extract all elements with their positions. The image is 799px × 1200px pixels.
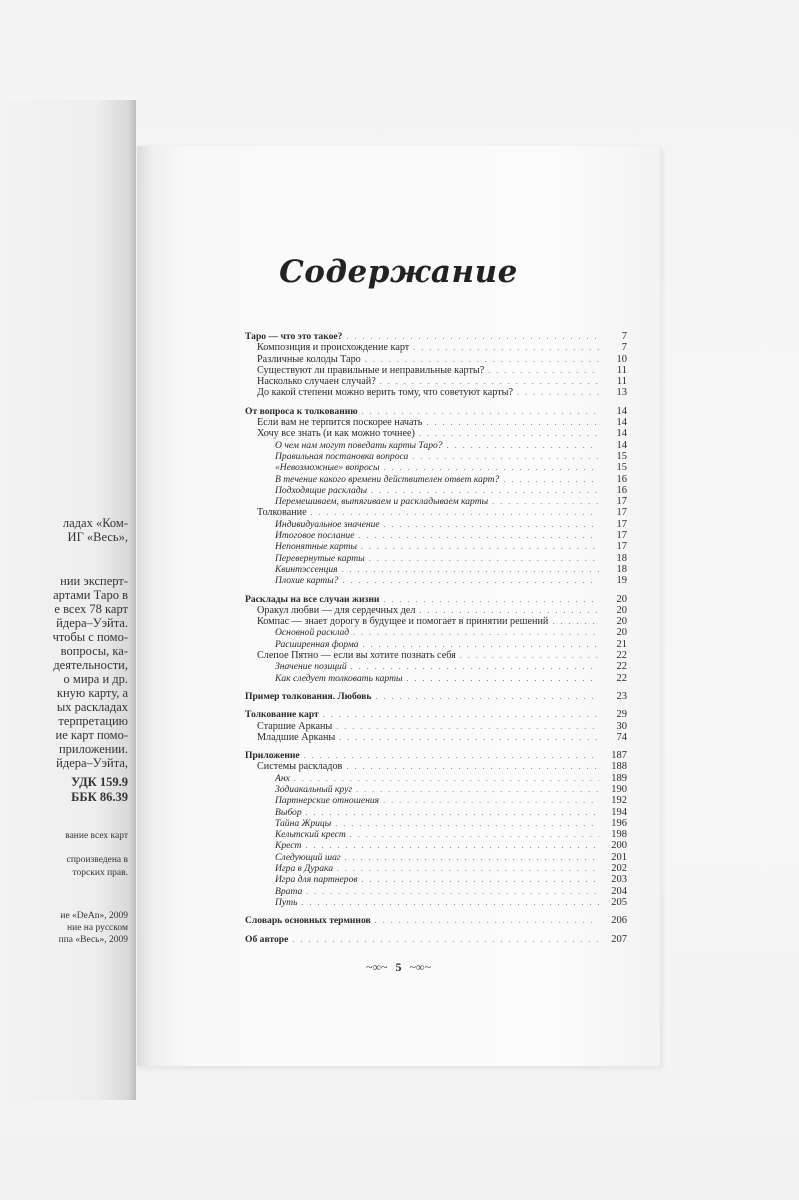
toc-entry-title: Следующий шаг [275, 851, 341, 863]
toc-entry-page: 207 [611, 933, 627, 945]
toc-entry-page: 203 [611, 874, 627, 886]
toc-entry-title: Врата [275, 885, 303, 897]
toc-entry [245, 627, 627, 638]
leader-dots [375, 915, 599, 926]
toc-entry [245, 874, 627, 885]
toc-entry [245, 354, 627, 365]
toc-entry-page: 194 [611, 806, 627, 818]
toc-entry-title: Приложение [245, 750, 300, 762]
toc-entry-title: Насколько случаен случай? [257, 376, 376, 388]
toc-entry [245, 616, 627, 627]
leader-dots [337, 863, 599, 874]
toc-entry [245, 673, 627, 684]
toc-entry-page: 13 [616, 387, 627, 399]
toc-entry-page: 17 [616, 518, 627, 530]
leader-dots [365, 354, 599, 365]
toc-entry [245, 639, 627, 650]
leader-dots [362, 406, 599, 417]
page-title: Содержание [279, 254, 518, 290]
toc-entry [245, 818, 627, 829]
toc-entry [245, 485, 627, 496]
toc-entry-page: 22 [616, 650, 627, 662]
toc-entry-title: Итоговое послание [275, 530, 355, 542]
body-text-line: чтобы с помо- [52, 630, 128, 644]
leader-dots [383, 795, 599, 806]
toc-entry [245, 507, 627, 518]
leader-dots [419, 428, 599, 439]
body-text-line: кную карту, а [56, 686, 128, 700]
toc-entry-title: Перемешиваем, вытягиваем и раскладываем карты [275, 496, 489, 508]
toc-entry-title: Компас — знает дорогу в будущее и помогает в принятии решений [257, 616, 549, 628]
toc-entry-page: 206 [611, 915, 627, 927]
toc-entry [245, 863, 627, 874]
toc-entry-page: 14 [616, 405, 627, 417]
page-number [137, 960, 660, 975]
toc-entry-title: Перевернутые карты [275, 552, 365, 564]
toc-entry-title: Игра в Дурака [275, 863, 334, 875]
toc-entry [245, 709, 627, 720]
body-text-line: ие карт помо- [55, 728, 128, 742]
leader-dots [413, 342, 599, 353]
toc-entry-page: 189 [611, 772, 627, 784]
toc-entry-page: 192 [611, 795, 627, 807]
toc-entry [245, 852, 627, 863]
toc-entry-page: 14 [616, 439, 627, 451]
leader-dots [407, 673, 599, 684]
leader-dots [380, 376, 599, 387]
toc-entry-title: Таро — что это такое? [245, 331, 343, 342]
toc-entry [245, 750, 627, 761]
toc-entry [245, 575, 627, 586]
leader-dots [375, 691, 599, 702]
toc-entry [245, 417, 627, 428]
toc-entry-title: «Невозможные» вопросы [275, 462, 380, 474]
toc-entry [245, 496, 627, 507]
toc-entry [245, 594, 627, 605]
toc-entry-title: Словарь основных терминов [245, 915, 371, 927]
toc-entry [245, 732, 627, 743]
leader-dots [369, 553, 599, 564]
leader-dots [311, 507, 599, 518]
toc-entry-title: Игра для партнеров [275, 874, 358, 886]
leader-dots [301, 897, 599, 908]
toc-entry [245, 605, 627, 616]
toc-entry [245, 376, 627, 387]
right-page [137, 146, 660, 1066]
body-text-line: ых раскладах [56, 700, 128, 714]
toc-entry-page: 201 [611, 851, 627, 863]
leader-dots [353, 627, 599, 638]
toc-entry-title: Тайна Жрицы [275, 817, 332, 829]
toc-entry-title: Партнерские отношения [275, 795, 380, 807]
toc-entry [245, 721, 627, 732]
toc-entry [245, 428, 627, 439]
toc-entry-page: 74 [616, 731, 627, 743]
toc-entry-page: 17 [616, 530, 627, 542]
toc-entry-title: Если вам не терпится поскорее начать [257, 417, 423, 429]
body-text-line: ладах «Ком- [62, 516, 128, 530]
ornament-right-icon: ~∞~ [409, 960, 432, 974]
leader-dots [292, 934, 599, 945]
toc-entry [245, 840, 627, 851]
body-text-line: о мира и др. [63, 672, 128, 686]
toc-entry-page: 20 [616, 616, 627, 628]
leader-dots [488, 365, 599, 376]
leader-dots [384, 462, 600, 473]
leader-dots [361, 541, 599, 552]
toc-entry [245, 331, 627, 342]
note-line: спроизведена в [66, 855, 128, 865]
body-text-line: артами Таро в [53, 588, 128, 602]
ornament-left-icon: ~∞~ [365, 960, 388, 974]
toc-entry-title: В течение какого времени действителен ответ карт? [275, 473, 500, 485]
toc-entry-title: Путь [275, 896, 298, 908]
leader-dots [517, 387, 599, 398]
leader-dots [384, 519, 599, 530]
toc-entry-title: Хочу все знать (и как можно точнее) [257, 428, 415, 440]
toc-entry-title: Выбор [275, 806, 302, 818]
leader-dots [371, 485, 599, 496]
toc-entry [245, 773, 627, 784]
leader-dots [335, 818, 599, 829]
toc-entry-page: 187 [611, 750, 627, 762]
toc-entry [245, 564, 627, 575]
toc-entry [245, 440, 627, 451]
leader-dots [306, 807, 599, 818]
leader-dots [342, 575, 599, 586]
toc-entry-page: 18 [616, 563, 627, 575]
toc-entry-page: 17 [616, 541, 627, 553]
leader-dots [346, 331, 599, 342]
leader-dots [323, 709, 599, 720]
toc-entry-title: Индивидуальное значение [275, 518, 380, 530]
leader-dots [350, 829, 599, 840]
toc-entry-page: 18 [616, 552, 627, 564]
toc-entry-title: Оракул любви — для сердечных дел [257, 604, 416, 616]
body-text-line: нии эксперт- [60, 574, 128, 588]
body-text-line: деятельности, [53, 658, 128, 672]
leader-dots [294, 773, 599, 784]
toc-entry-title: Правильная постановка вопроса [275, 450, 409, 462]
toc-entry-page: 22 [616, 661, 627, 673]
toc-entry [245, 387, 627, 398]
toc-entry-title: Зодиакальный круг [275, 783, 353, 795]
body-text-line: е всех 78 карт [54, 602, 128, 616]
toc-entry-page: 202 [611, 863, 627, 875]
toc-entry-page: 20 [616, 604, 627, 616]
toc-entry [245, 474, 627, 485]
toc-entry-page: 30 [616, 720, 627, 732]
leader-dots [447, 440, 599, 451]
toc-entry-page: 16 [616, 473, 627, 485]
toc-entry [245, 406, 627, 417]
leader-dots [503, 474, 599, 485]
toc-entry [245, 807, 627, 818]
toc-entry-title: О чем нам могут поведать карты Таро? [275, 439, 443, 451]
toc-entry [245, 915, 627, 926]
toc-entry-title: Композиция и происхождение карт [257, 342, 410, 354]
toc-entry [245, 795, 627, 806]
leader-dots [460, 650, 599, 661]
body-text-line: терпретацию [58, 714, 128, 728]
toc-entry-title: Анх [275, 772, 290, 784]
toc-entry-title: Крест [275, 840, 302, 852]
toc-entry-page: 204 [611, 885, 627, 897]
toc-entry-title: Старшие Арканы [257, 720, 333, 732]
body-text-line: йдера–Уэйта, [56, 756, 128, 770]
leader-dots [336, 721, 599, 732]
toc-entry-page: 10 [616, 353, 627, 365]
toc-entry-title: Системы раскладов [257, 761, 343, 773]
toc-entry-page: 190 [611, 783, 627, 795]
toc-entry-title: Об авторе [245, 933, 289, 945]
toc-entry-page: 17 [616, 496, 627, 508]
toc-entry [245, 829, 627, 840]
toc-entry-title: Толкование карт [245, 709, 319, 721]
toc-entry-page: 196 [611, 817, 627, 829]
toc-entry-page: 20 [616, 593, 627, 605]
note-line: вание всех карт [65, 831, 128, 841]
leader-dots [358, 530, 599, 541]
toc-entry-page: 15 [616, 462, 627, 474]
body-text-line: приложении. [58, 742, 128, 756]
toc-entry-page: 205 [611, 896, 627, 908]
toc-entry-page: 14 [616, 428, 627, 440]
toc-entry-title: Пример толкования. Любовь [245, 690, 372, 702]
leader-dots [362, 874, 599, 885]
leader-dots [346, 761, 599, 772]
leader-dots [339, 732, 599, 743]
toc-entry-page: 11 [616, 376, 627, 388]
body-text-line: вопросы, ка- [60, 644, 128, 658]
toc-entry-page: 15 [616, 450, 627, 462]
toc-entry-page: 11 [616, 364, 627, 376]
toc-entry-page: 29 [616, 709, 627, 721]
toc-entry [245, 365, 627, 376]
toc-entry [245, 661, 627, 672]
toc-entry-title: От вопроса к толкованию [245, 405, 358, 417]
leader-dots [383, 594, 599, 605]
leader-dots [426, 417, 599, 428]
copyright-line: ние на русском [67, 923, 128, 933]
leader-dots [306, 886, 599, 897]
body-text-line: йдера–Уэйта. [56, 616, 128, 630]
leader-dots [356, 784, 599, 795]
toc-entry-page: 22 [616, 672, 627, 684]
toc-entry [245, 897, 627, 908]
toc-entry [245, 934, 627, 945]
leader-dots [304, 750, 599, 761]
toc-entry [245, 650, 627, 661]
leader-dots [342, 564, 599, 575]
toc-entry [245, 451, 627, 462]
toc-entry-page: 7 [621, 342, 627, 354]
toc-entry-title: Непонятные карты [275, 541, 357, 553]
leader-dots [345, 852, 599, 863]
toc-entry-title: Расширенная форма [275, 638, 359, 650]
toc-entry-title: Кельтский крест [275, 829, 346, 841]
toc-entry [245, 886, 627, 897]
toc-entry-page: 16 [616, 484, 627, 496]
toc-entry-page: 200 [611, 840, 627, 852]
toc-entry-page: 7 [621, 331, 627, 342]
toc-entry-page: 198 [611, 829, 627, 841]
toc-entry-title: Квинтэссенция [275, 563, 338, 575]
toc-entry-page: 23 [616, 690, 627, 702]
toc-entry-title: Существуют ли правильные и неправильные карты? [257, 364, 485, 376]
toc-entry [245, 553, 627, 564]
udk-code: УДК 159.9 [71, 775, 128, 789]
toc-entry-title: Младшие Арканы [257, 731, 336, 743]
leader-dots [492, 496, 599, 507]
toc-entry [245, 530, 627, 541]
table-of-contents [245, 331, 627, 945]
toc-entry [245, 761, 627, 772]
toc-entry [245, 519, 627, 530]
leader-dots [419, 605, 599, 616]
toc-entry-title: Как следует толковать карты [275, 672, 403, 684]
toc-entry [245, 541, 627, 552]
toc-entry-title: Толкование [257, 507, 307, 519]
toc-entry-title: Подходящие расклады [275, 484, 368, 496]
copyright-line: ие «DeAn», 2009 [60, 911, 128, 921]
toc-entry-title: Различные колоды Таро [257, 353, 361, 365]
note-line: торских прав. [72, 868, 128, 878]
copyright-line: ппа «Весь», 2009 [58, 935, 128, 945]
body-text-line: ИГ «Весь», [67, 530, 128, 544]
toc-entry-page: 188 [611, 761, 627, 773]
leader-dots [351, 661, 599, 672]
toc-entry-title: Значение позиций [275, 661, 347, 673]
toc-entry [245, 342, 627, 353]
left-page [0, 100, 136, 1100]
toc-entry-page: 17 [616, 507, 627, 519]
leader-dots [306, 840, 600, 851]
page-number-text: 5 [395, 960, 402, 974]
toc-entry [245, 691, 627, 702]
toc-entry-page: 21 [616, 638, 627, 650]
leader-dots [363, 639, 599, 650]
toc-entry [245, 784, 627, 795]
bbk-code: ББК 86.39 [71, 790, 128, 804]
toc-entry-page: 14 [616, 417, 627, 429]
toc-entry [245, 462, 627, 473]
leader-dots [552, 616, 599, 627]
toc-entry-page: 20 [616, 627, 627, 639]
toc-entry-title: Плохие карты? [275, 575, 339, 587]
toc-entry-title: Слепое Пятно — если вы хотите познать себя [257, 650, 456, 662]
toc-entry-title: До какой степени можно верить тому, что советуют карты? [257, 387, 514, 399]
toc-entry-title: Основной расклад [275, 627, 350, 639]
toc-entry-title: Расклады на все случаи жизни [245, 593, 380, 605]
toc-entry-page: 19 [616, 575, 627, 587]
leader-dots [412, 451, 599, 462]
